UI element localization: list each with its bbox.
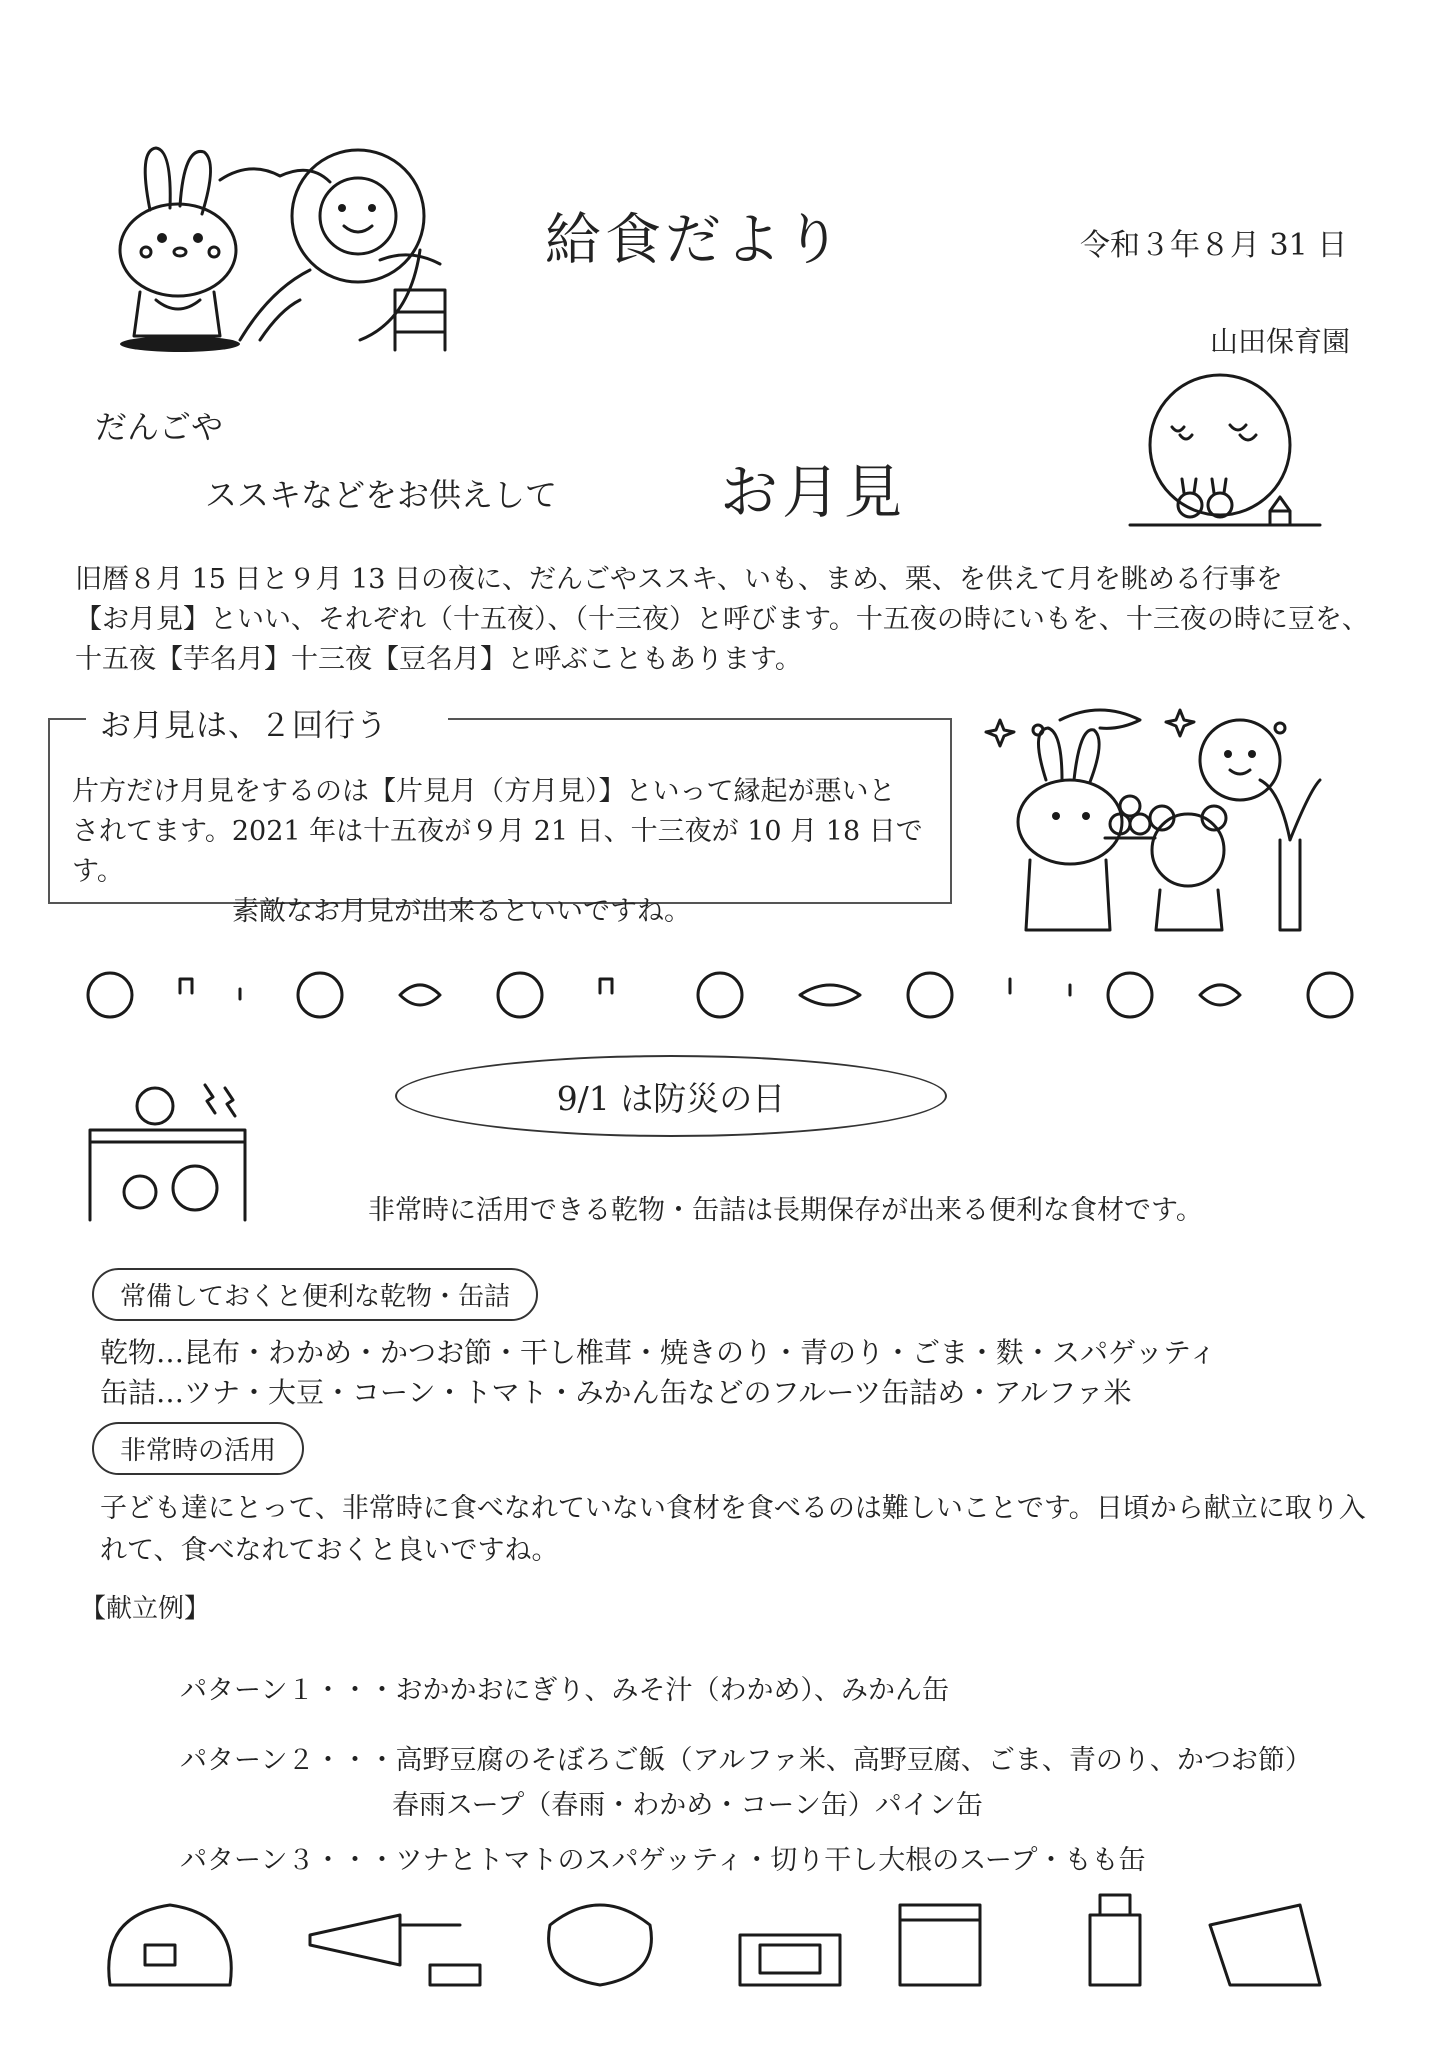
box-line: 片方だけ月見をするのは【片見月（方月見）】といって縁起が悪いと: [72, 776, 896, 807]
box-border-left: [48, 718, 86, 720]
issue-date: 令和３年８月 31 日: [1080, 228, 1348, 263]
menu-pattern-2: パターン２・・・高野豆腐のそぼろご飯（アルファ米、高野豆腐、ごま、青のり、かつお節）: [180, 1745, 1312, 1776]
box-line: されてます。2021 年は十五夜が９月 21 日、十三夜が 10 月 18 日です。: [72, 816, 923, 887]
menu-pattern-2-continued: 春雨スープ（春雨・わかめ・コーン缶）パイン缶: [392, 1790, 983, 1821]
emergency-usage-text: [100, 1488, 1390, 1572]
box-title: お月見は、２回行う: [100, 708, 388, 744]
otsukimi-subtitle-line2: ススキなどをお供えして: [205, 476, 558, 514]
emergency-supplies-illustration: [100, 1885, 1360, 1995]
usage-line: れて、食べなれておくと良いですね。: [100, 1535, 559, 1566]
stock-foods-pill: 常備しておくと便利な乾物・缶詰: [92, 1268, 538, 1321]
september-rabbit-illustration: [110, 140, 470, 360]
newsletter-title: 給食だより: [545, 208, 845, 273]
emergency-usage-pill: 非常時の活用: [92, 1422, 304, 1475]
earthquake-table-illustration: [85, 1080, 255, 1230]
bosai-lead: 非常時に活用できる乾物・缶詰は長期保存が出来る便利な食材です。: [368, 1195, 1203, 1226]
menu-pattern-3: パターン３・・・ツナとトマトのスパゲッティ・切り干し大根のスープ・もも缶: [180, 1845, 1146, 1876]
organization-name: 山田保育園: [1210, 325, 1351, 358]
stock-foods-list: [100, 1333, 1217, 1413]
rabbit-bear-dango-illustration: [990, 700, 1320, 940]
box-line: 素敵なお月見が出来るといいですね。: [232, 896, 691, 927]
moon-bunnies-illustration: [1120, 375, 1330, 545]
box-border-right: [448, 718, 950, 720]
character-border-top: [80, 965, 1380, 1025]
dry-goods-line: 乾物…昆布・わかめ・かつお節・干し椎茸・焼きのり・青のり・ごま・麩・スパゲッティ: [100, 1336, 1217, 1369]
bosai-heading-oval: [395, 1055, 947, 1137]
usage-line: 子ども達にとって、非常時に食べなれていない食材を食べるのは難しいことです。日頃から献立に取り入: [100, 1493, 1366, 1524]
intro-line: 十五夜【芋名月】十三夜【豆名月】と呼ぶこともあります。: [75, 644, 802, 675]
bosai-heading: 9/1 は防災の日: [556, 1078, 786, 1118]
menu-example-label: 【献立例】: [80, 1594, 211, 1624]
otsukimi-subtitle-line1: だんごや: [95, 408, 224, 446]
intro-line: 旧暦８月 15 日と９月 13 日の夜に、だんごやススキ、いも、まめ、栗、を供えて月を眺める行事を: [75, 564, 1283, 595]
canned-goods-line: 缶詰…ツナ・大豆・コーン・トマト・みかん缶などのフルーツ缶詰め・アルファ米: [100, 1376, 1132, 1409]
menu-pattern-1: パターン１・・・おかかおにぎり、みそ汁（わかめ）、みかん缶: [180, 1675, 949, 1706]
intro-line: 【お月見】といい、それぞれ（十五夜）、（十三夜）と呼びます。十五夜の時にいもを、十三夜の時に豆を、: [75, 604, 1369, 635]
box-text: [72, 772, 932, 932]
otsukimi-intro: [75, 560, 1375, 680]
otsukimi-heading: お月見: [720, 458, 907, 526]
